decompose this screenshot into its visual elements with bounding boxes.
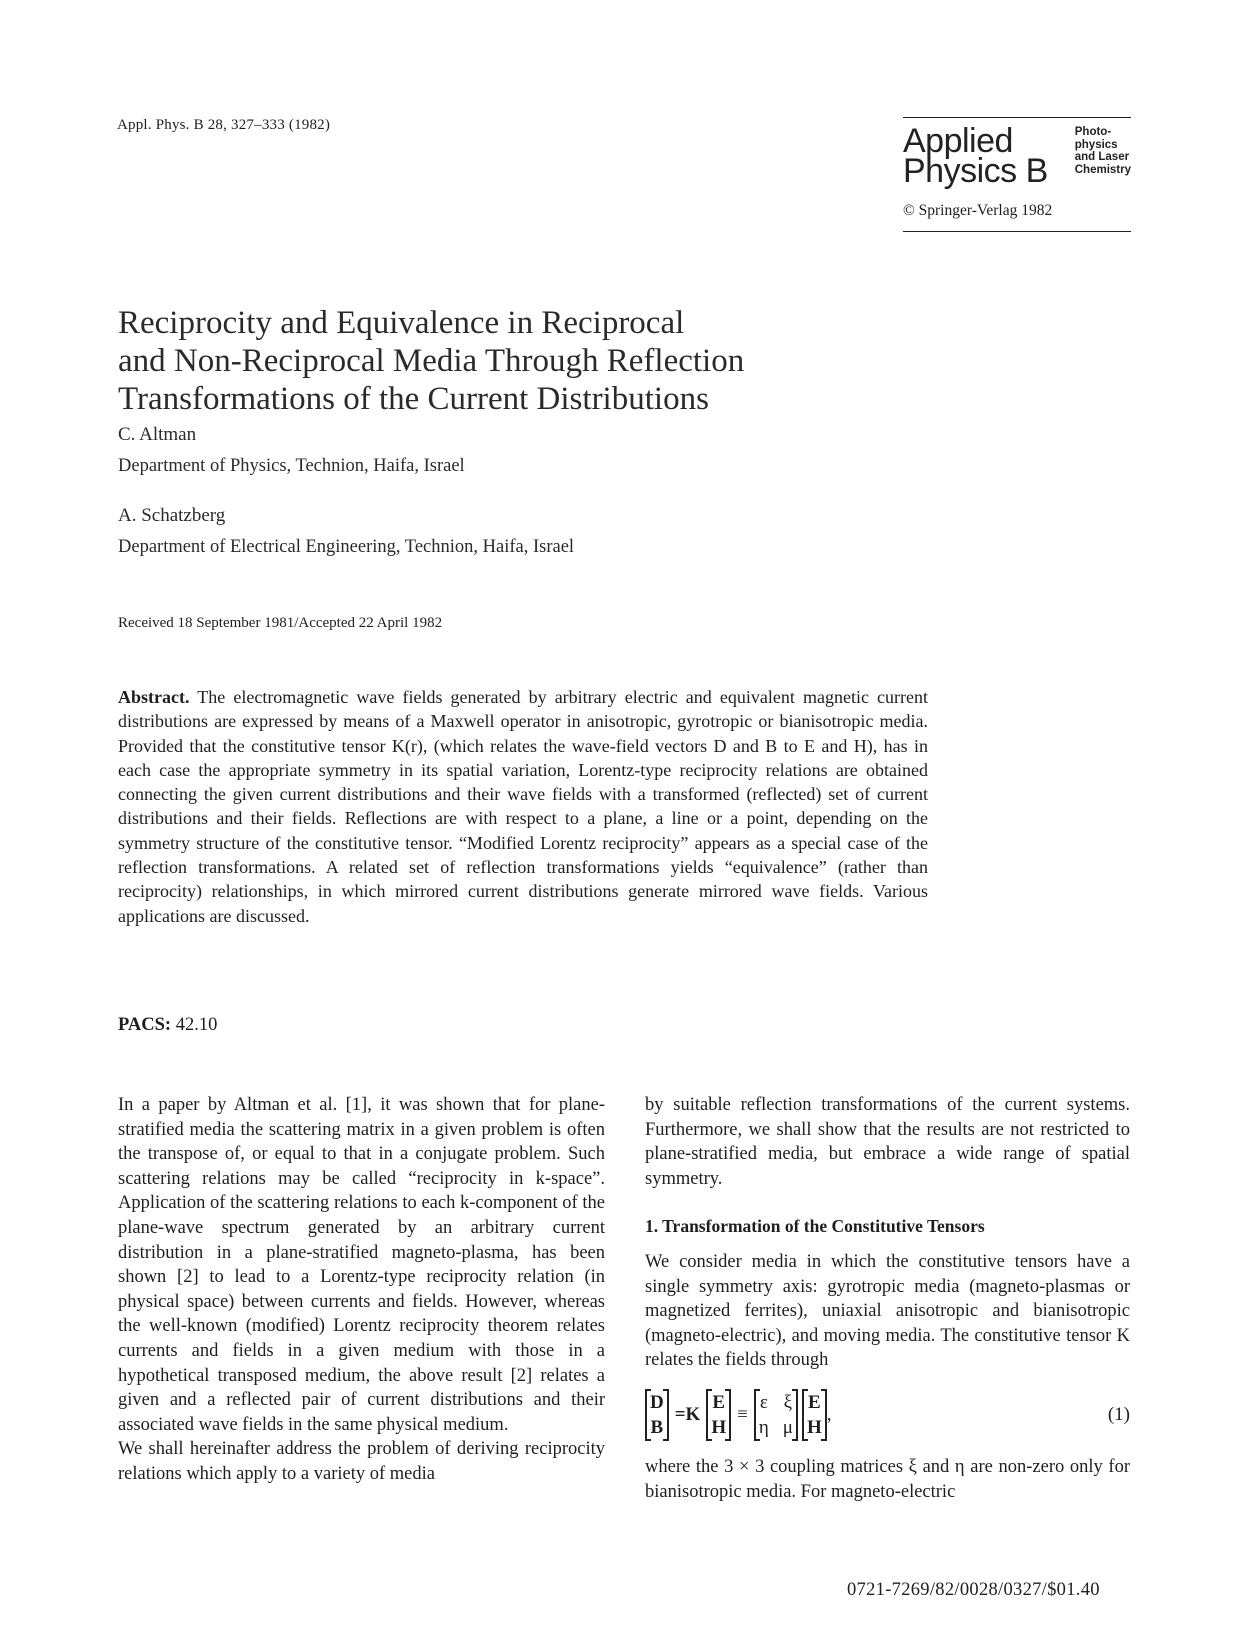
eq-vector-eh [706, 1389, 731, 1441]
pacs-value: 42.10 [175, 1015, 218, 1035]
left-column [118, 1093, 605, 1487]
received-date: Received 18 September 1981/Accepted 22 April 1982 [118, 615, 443, 631]
logo-sub-1: Photo- [1074, 126, 1112, 138]
author-name-1: C. Altman [118, 424, 197, 445]
abstract-label: Abstract. [118, 687, 190, 707]
bottom-rule [903, 231, 1131, 232]
title-line-2: and Non-Reciprocal Media Through Reflection [118, 343, 745, 379]
title-line-3: Transformations of the Current Distributions [118, 381, 709, 417]
left-paragraph-2: We shall hereinafter address the problem of deriving reciprocity relations which apply to a variety of media [118, 1439, 605, 1484]
eq-b: B [650, 1416, 664, 1438]
equation-1 [645, 1379, 1130, 1451]
right-paragraph-2: We consider media in which the constitutive tensors have a single symmetry axis: gyrotropic media (magneto-plasmas or magnetized ferrites), uniaxial anisotropic and bianisotropic (magneto-electric), and moving media. The constitutive tensor K relates the fields through [645, 1251, 1130, 1371]
footer-code: 0721-7269/82/0028/0327/$01.40 [847, 1580, 1100, 1600]
right-column [645, 1093, 1130, 1504]
eq-equiv: ≡ [737, 1403, 748, 1425]
eq-epsilon: ε [759, 1391, 768, 1413]
eq-matrix [754, 1389, 798, 1441]
eq-eta: η [758, 1416, 769, 1438]
right-paragraph-1: by suitable reflection transformations of the current systems. Furthermore, we shall show that the results are not restricted to plane-stratified media, but embrace a wide range of spatial symmetry. [645, 1095, 1130, 1189]
author-name-2: A. Schatzberg [118, 505, 226, 526]
eq-comma: , [826, 1403, 832, 1425]
author-affiliation-1: Department of Physics, Technion, Haifa, Israel [118, 456, 465, 476]
eq-d: D [650, 1391, 664, 1413]
eq-vector-eh-2 [802, 1389, 827, 1441]
logo-sub-3: and Laser [1074, 151, 1130, 163]
logo-line-1: Applied [903, 122, 1013, 160]
abstract [118, 685, 928, 928]
journal-logo-block [903, 117, 1131, 232]
equation-number: (1) [1107, 1403, 1130, 1425]
eq-equals-k: =K [674, 1403, 701, 1425]
abstract-text: The electromagnetic wave fields generated by arbitrary electric and equivalent magnetic current distributions are expressed by means of a Maxwell operator in anisotropic, gyrotropic or bianisotropic media. Provided that the constitutive tensor K(r), (which relates the wave-field vectors D and B to E and H), has in each case the appropriate symmetry in its spatial variation, Lorentz-type reciprocity relations are obtained connecting the given current distributions and their wave fields with a transformed (reflected) set of current distributions and their fields. Reflections are with respect to a plane, a line or a point, depending on the symmetry structure of the constitutive tensor. “Modified Lorentz reciprocity” appears as a special case of the reflection transformations. A related set of reflection transformations yields “equivalence” (rather than reciprocity) relationships, in which mirrored current distributions generate mirrored wave fields. Various applications are discussed. [118, 687, 928, 926]
logo-sub-2: physics [1074, 138, 1118, 151]
eq-h: H [711, 1416, 727, 1438]
logo-sub-4: Chemistry [1074, 163, 1131, 176]
copyright-notice: © Springer-Verlag 1982 [903, 202, 1053, 219]
eq-e-2: E [808, 1391, 821, 1413]
title-line-1: Reciprocity and Equivalence in Reciprocal [118, 305, 685, 341]
eq-e: E [712, 1391, 726, 1413]
author-affiliation-2: Department of Electrical Engineering, Technion, Haifa, Israel [118, 537, 575, 557]
eq-mu: μ [782, 1416, 793, 1438]
journal-citation: Appl. Phys. B 28, 327–333 (1982) [117, 117, 331, 133]
paper-title [118, 304, 898, 418]
left-paragraph-1: In a paper by Altman et al. [1], it was shown that for plane-stratified media the scattering matrix in a given problem is often the transpose of, or equal to that in a conjugate problem. Such scattering relations may be called “reciprocity in k-space”. Application of the scattering relations to each k-component of the plane-wave spectrum generated by an arbitrary current distribution in a plane-stratified magneto-plasma, has been shown [2] to lead to a Lorentz-type reciprocity relation (in physical space) between currents and fields. However, whereas the well-known (modified) Lorentz reciprocity theorem relates currents and fields in a given medium with those in a hypothetical transposed medium, the above result [2] relates a given and a reflected pair of current distributions and their associated wave fields in the same physical medium. [118, 1095, 605, 1435]
eq-xi: ξ [783, 1391, 793, 1413]
right-paragraph-3: where the 3 × 3 coupling matrices ξ and η are non-zero only for bianisotropic media. For magneto-electric [645, 1456, 1130, 1502]
section-heading: 1. Transformation of the Constitutive Tensors [645, 1216, 985, 1237]
eq-vector-db [645, 1389, 669, 1441]
pacs-line [118, 1015, 217, 1036]
pacs-label: PACS: [118, 1015, 172, 1035]
logo-line-2: Physics B [903, 152, 1048, 190]
journal-logo [903, 118, 1131, 192]
eq-h-2: H [806, 1416, 822, 1438]
